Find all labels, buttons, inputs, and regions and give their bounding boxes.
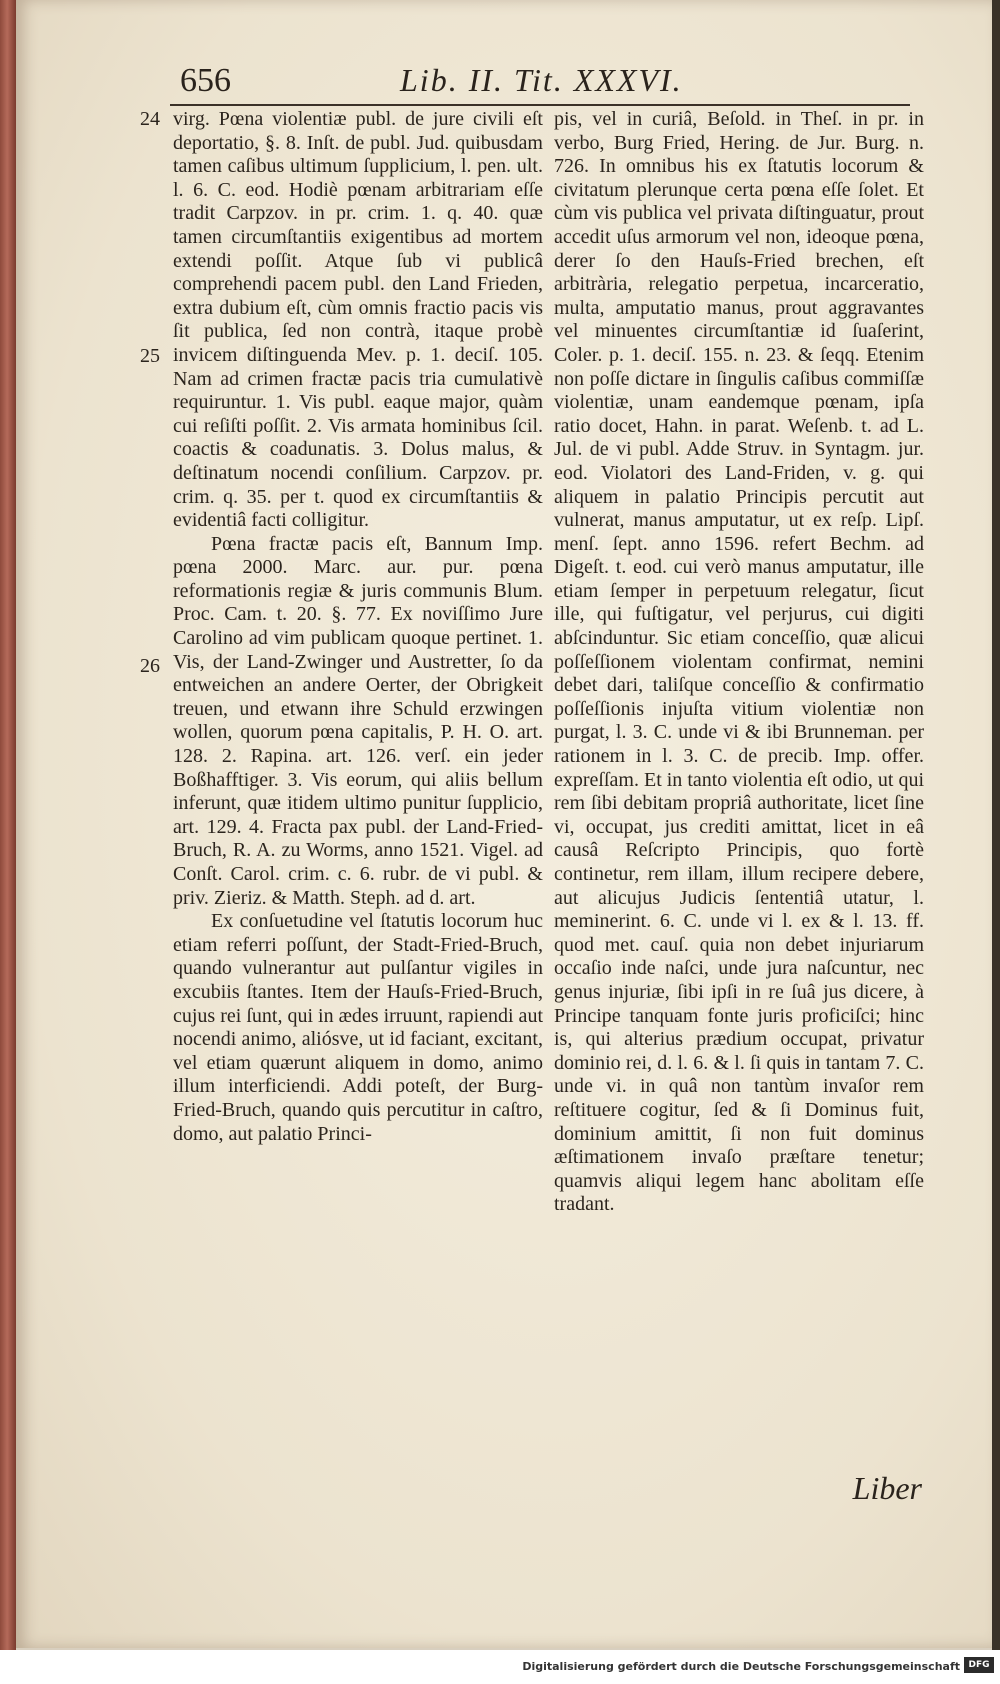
margin-number: 24 bbox=[140, 108, 160, 130]
left-column bbox=[173, 108, 543, 1146]
book-edge bbox=[0, 0, 16, 1650]
header-rule bbox=[170, 104, 910, 106]
dfg-logo-icon: DFG bbox=[964, 1657, 994, 1673]
margin-number: 25 bbox=[140, 345, 160, 367]
page-header bbox=[180, 56, 880, 106]
paragraph: virg. Pœna violentiæ publ. de jure civili eſt deportatio, §. 8. Inſt. de publ. Jud. quibusdam tamen caſibus ultimum ſupplicium, l. pen. ult. l. 6. C. eod. Hodiè pœnam arbitrariam eſſe tradit Carpzov. in pr. crim. 1. q. 40. quæ tamen circumſtantiis exigentibus ad mortem extendi poſſit. Atque ſub vi publicâ comprehendi pacem publ. den Land Frieden, extra dubium eſt, cùm omnis fractio pacis vis ſit publica, ſed non contrà, itaque probè invicem diſtinguenda Mev. p. 1. deciſ. 105. Nam ad crimen fractæ pacis tria cumulativè requiruntur. 1. Vis publ. eaque major, quàm cui reſiſti poſſit. 2. Vis armata hominibus ſcil. coactis & coadunatis. 3. Dolus malus, & deſtinatum nocendi conſilium. Carpzov. pr. crim. q. 35. per t. quod ex circumſtantiis & evidentiâ facti colligitur. bbox=[173, 108, 543, 532]
paragraph: pis, vel in curiâ, Beſold. in Theſ. in pr. in verbo, Burg Fried, Hering. de Jur. Burg. n. 726. In omnibus his ex ſtatutis locorum & civitatum plerunque certa pœna eſſe ſolet. Et cùm vis publica vel privata diſtinguatur, prout accedit uſus armorum vel non, ideoque pœna, derer ſo den Hauſs-Fried brechen, eſt arbitrària, relegatio perpetua, incarceratio, multa, amputatio manus, prout aggravantes vel minuentes circumſtantiæ id ſuaſerint, Coler. p. 1. deciſ. 155. n. 23. & ſeqq. Etenim non poſſe dictare in ſingulis caſibus commiſſæ violentiæ, unam eandemque pœnam, ipſa ratio docet, Hahn. in parat. Weſenb. t. ad L. Jul. de vi publ. Adde Struv. in Syntagm. jur. eod. Violatori des Land-Friden, v. g. qui aliquem in palatio Principis percutit aut vulnerat, manus amputatur, ut ex reſp. Lipſ. menſ. ſept. anno 1596. refert Bechm. ad Digeſt. t. eod. cui verò manus amputatur, ille etiam ſemper in perpetuum relegatur, ſicut ille, qui fuſtigatur, vel perjurus, cui digiti abſcinduntur. Sic etiam conceſſio, quæ alicui poſſeſſionem violentam confirmat, nemini debet dari, taliſque conceſſio & confirmatio poſſeſſionis injuſta vitium violentiæ non purgat, l. 3. C. unde vi & ibi Brunneman. per rationem in l. 3. C. de precib. Imp. offer. expreſſam. Et in tanto violentia eſt odio, ut qui rem ſibi debitam propriâ authoritate, licet ſine vi, occupat, jus crediti amittat, licet in eâ causâ Reſcripto Principis, quo fortè continetur, rem illam, illum recipere debere, aut alicujus Judicis ſententiâ utatur, l. meminerint. 6. C. unde vi l. ex & l. 13. ff. quod met. cauſ. quia non debet injuriarum occaſio inde naſci, unde jura naſcuntur, nec genus injuriæ, ſibi ipſi in re ſuâ jus dicere, à Principe tanquam fonte juris proficiſci; hinc is, qui alterius prædium occupat, privatur dominio rei, d. l. 6. & l. ſi quis in tantam 7. C. unde vi. in quâ non tantùm invaſor rem reſtituere cogitur, ſed & ſi Dominus fuit, dominium amittit, ſi non fuit dominus æſtimationem invaſo præſtare tenetur; quamvis aliqui legem hanc abolitam eſſe tradant. bbox=[554, 108, 924, 1216]
page-gutter bbox=[992, 0, 1000, 1650]
footer-credit: Digitalisierung gefördert durch die Deutsche Forschungsgemeinschaft bbox=[522, 1660, 960, 1673]
footer-bar bbox=[0, 1650, 1000, 1684]
paragraph: Pœna fractæ pacis eſt, Bannum Imp. pœna 2000. Marc. aur. pur. pœna reformationis regiæ & juris communis Blum. Proc. Cam. t. 20. §. 77. Ex noviſſimo Jure Carolino ad vim publicam quoque pertinet. 1. Vis, der Land-Zwinger und Austretter, ſo da entweichen an andere Oerter, der Obrigkeit treuen, und etwann ihre Schuld erzwingen wollen, quorum pœna capitalis, P. H. O. art. 128. 2. Rapina. art. 126. verſ. ein jeder Boßhafftiger. 3. Vis eorum, qui aliis bellum inferunt, quæ itidem ultimo punitur ſupplicio, art. 129. 4. Fracta pax publ. der Land-Fried-Bruch, R. A. zu Worms, anno 1521. Vigel. ad Conſt. Carol. crim. c. 6. rubr. de vi publ. & priv. Zieriz. & Matth. Steph. ad d. art. bbox=[173, 532, 543, 909]
right-column bbox=[554, 108, 924, 1217]
page-number: 656 bbox=[180, 62, 231, 99]
paragraph: Ex conſuetudine vel ſtatutis locorum huc etiam referri poſſunt, der Stadt-Fried-Bruch, quando vulnerantur aut pulſantur vigiles in excubiis ſtantes. Item der Hauſs-Fried-Bruch, cujus rei ſunt, qui in ædes irruunt, rapiendi aut nocendi animo, aliósve, ut id faciant, excitant, vel etiam quærunt aliquem in domo, animo illum interficiendi. Addi poteſt, der Burg-Fried-Bruch, quando quis percutitur in caſtro, domo, aut palatio Princi- bbox=[173, 910, 543, 1145]
margin-number: 26 bbox=[140, 655, 160, 677]
catchword: Liber bbox=[852, 1470, 922, 1506]
running-head: Lib. II. Tit. XXXVI. bbox=[400, 62, 683, 98]
